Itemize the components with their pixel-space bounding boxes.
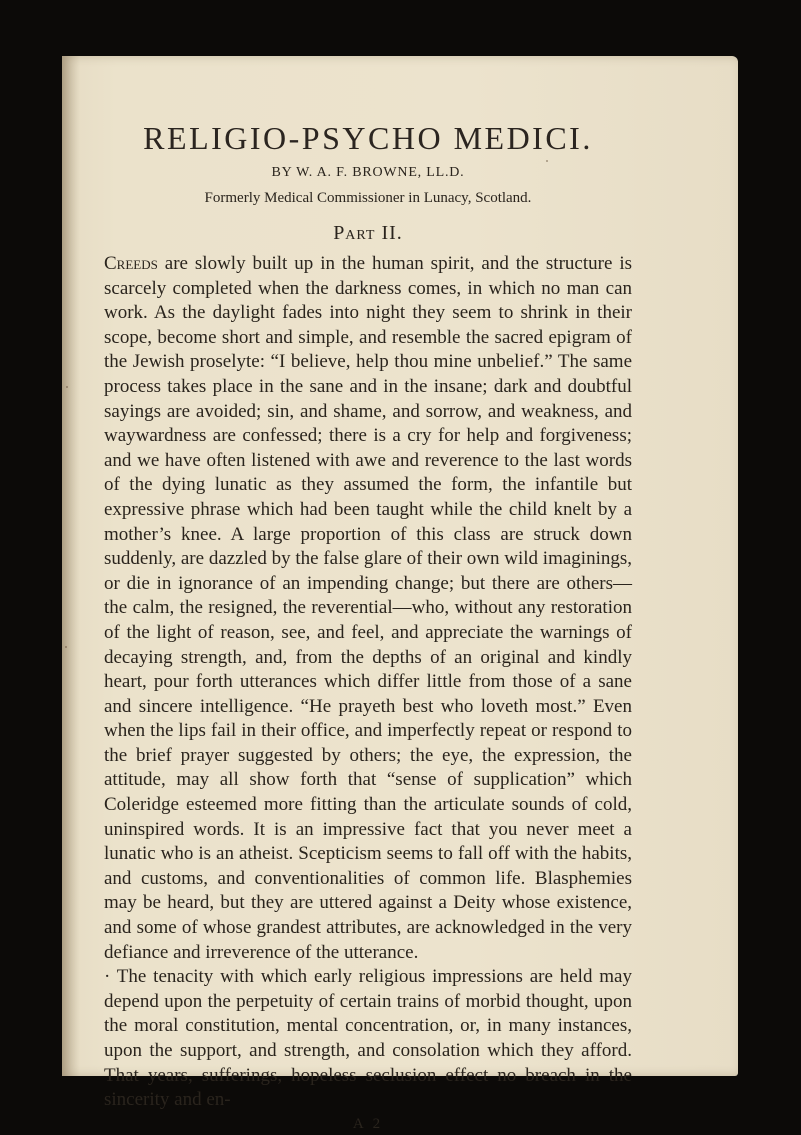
page-text	[104, 118, 632, 1135]
body-paragraph	[104, 252, 632, 965]
body-paragraph	[104, 965, 632, 1113]
paragraph-lead-word: Creeds	[104, 253, 158, 274]
paragraph-text: are slowly built up in the human spirit, and the structure is scarcely completed when the darkness comes, in which no man can work. As the daylight fades into night they seem to shrink in their scope, become short and simple, and resemble the sacred epigram of the Jewish proselyte: “I believe, help thou mine unbelief.” The same process takes place in the sane and in the insane; dark and doubtful sayings are avoided; sin, and shame, and sorrow, and weakness, and waywardness are confessed; there is a cry for help and forgiveness; and we have often listened with awe and reverence to the last words of the dying lunatic as they assumed the form, the infantile but expressive phrase which had been taught while the child knelt by a mother’s knee. A large proportion of this class are struck down suddenly, are dazzled by the false glare of their own wild imaginings, or die in ignorance of an impending change; but there are others—the calm, the resigned, the reverential—who, without any restoration of the light of reason, see, and feel, and appreciate the warnings of decaying strength, and, from the depths of an original and kindly heart, pour forth utterances which differ little from those of a sane and sincere intelligence. “He prayeth best who loveth most.” Even when the lips fail in their office, and imperfectly repeat or respond to the brief prayer suggested by others; the eye, the expression, the attitude, may all show forth that “sense of supplication” which Coleridge esteemed more fitting than the articulate sounds of cold, uninspired words. It is an impressive fact that you never meet a lunatic who is an atheist. Scepticism seems to fall off with the habits, and customs, and conventionalities of common life. Blasphemies may be heard, but they are uttered against a Deity whose existence, and some of whose grandest attributes, are acknowledged in the very defiance and irreverence of the utterance.	[104, 253, 632, 963]
author-affiliation: Formerly Medical Commissioner in Lunacy, Scotland.	[204, 190, 532, 206]
author-byline: BY W. A. F. BROWNE, LL.D.	[271, 165, 465, 180]
paragraph-text: · The tenacity with which early religious impressions are held may depend upon the perpetuity of certain trains of morbid thought, upon the moral constitution, mental concentration, or, in many instances, upon the support, and strength, and consolation which they afford. That years, sufferings, hopeless seclusion effect no breach in the sincerity and en-	[104, 966, 632, 1111]
article-title: RELIGIO-PSYCHO MEDICI.	[143, 120, 593, 156]
page-gutter-shadow	[62, 56, 80, 1076]
paper-speck	[65, 646, 67, 648]
paper-speck	[66, 386, 68, 388]
part-heading: Part II.	[333, 222, 403, 244]
printer-signature-mark: A 2	[352, 1115, 384, 1132]
